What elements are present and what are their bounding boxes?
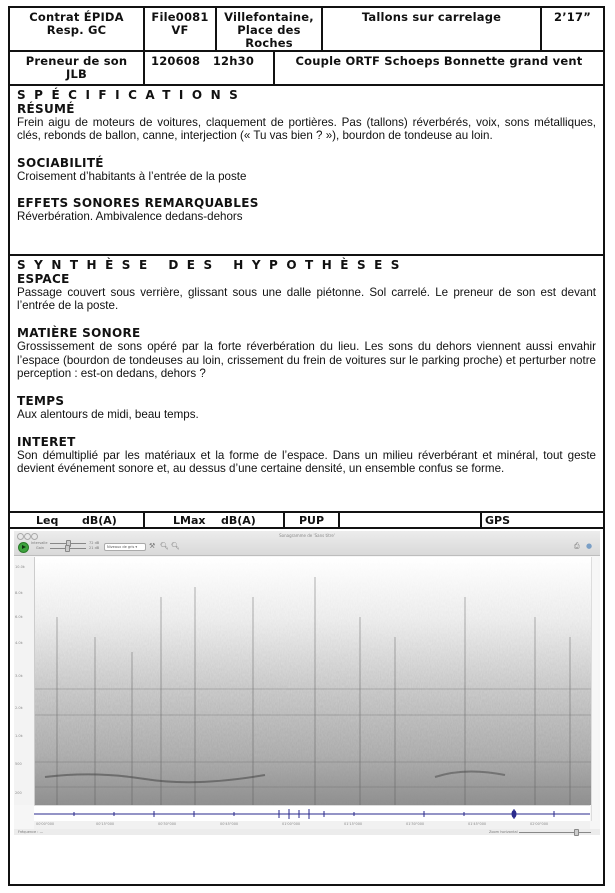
leq-label: Leq [36, 514, 59, 527]
pup-cell [285, 513, 340, 529]
time-axis [34, 821, 590, 829]
temps-heading: TEMPS [17, 394, 65, 409]
spectrogram-image [35, 557, 591, 805]
gain-label: Gain [36, 546, 45, 550]
matiere-heading: MATIÈRE SONORE [17, 326, 141, 341]
intervalle-value: 72 dB [89, 541, 100, 545]
place-line: Place des [237, 23, 301, 37]
play-button[interactable] [18, 542, 29, 553]
pup-label: PUP [298, 514, 325, 527]
resume-heading: RÉSUMÉ [17, 102, 75, 116]
settings-icon[interactable]: ● [586, 542, 593, 550]
sonogram-window [14, 531, 600, 834]
matiere-text: Grossissement de sons opéré par la forte réverbération du lieu. Les sons du dehors viennent aussi envahir l’espace (bourdon de tondeuses au loin, crissement du frein de voitures sur le parking proche) et perturber notre perception : est-on dedans, dehors ? [17, 340, 596, 380]
measurement-bar [8, 511, 605, 529]
recording-title: Tallons sur carrelage [361, 10, 502, 24]
y-tick: 4.0k [15, 641, 23, 645]
zoom-slider[interactable] [519, 832, 591, 833]
synthese-title: SYNTHÈSE DES HYPOTHÈSES [17, 258, 408, 272]
zoom-label: Zoom horizontal [489, 830, 518, 834]
y-tick: 200 [15, 791, 22, 795]
file-cell [143, 6, 217, 52]
effets-heading: EFFETS SONORES REMARQUABLES [17, 195, 259, 210]
gain-value: 21 dB [89, 546, 100, 550]
sociabilite-heading: SOCIABILITÉ [17, 156, 104, 171]
temps-text: Aux alentours de midi, beau temps. [17, 408, 199, 422]
y-tick: 10.0k [15, 565, 25, 569]
x-tick: 01'15"000 [344, 822, 363, 826]
effets-text: Réverbération. Ambivalence dedans-dehors [17, 209, 243, 223]
leq-cell [8, 513, 145, 529]
recorder-cell [8, 50, 145, 86]
sociabilite-text: Croisement d’habitants à l’entrée de la poste [17, 170, 247, 184]
duration: 2’17” [554, 10, 591, 24]
waveform-trace [34, 806, 590, 822]
spectrogram-plot[interactable] [34, 557, 591, 805]
leq-unit: dB(A) [82, 514, 117, 527]
equipment-cell [273, 50, 605, 86]
x-tick: 01'00"000 [282, 822, 301, 826]
duration-cell [540, 6, 605, 52]
intervalle-label: Intervalle [31, 541, 48, 545]
date: 120608 [151, 54, 201, 68]
y-tick: 2.0k [15, 706, 23, 710]
x-tick: 02'00"000 [530, 822, 549, 826]
x-tick: 01'30"000 [406, 822, 425, 826]
window-titlebar [14, 531, 600, 556]
lmax-label: LMax [173, 514, 206, 527]
y-tick: 8.0k [15, 591, 23, 595]
recorder-label: Preneur de son [25, 54, 128, 68]
frequency-readout: Fréquence : — [18, 830, 44, 834]
contract-name: Contrat ÉPIDA [29, 10, 124, 24]
place-line: Roches [245, 36, 293, 50]
resume-text: Frein aigu de moteurs de voitures, claquement de portières. Pas (tallons) réverbérés, voix, sons métalliques, clés, rebonds de ballon, canne, interjection (« Tu vas bien ? »), bourdon de tondeuse au loin. [17, 116, 596, 143]
gps-label: GPS [485, 514, 511, 527]
print-icon[interactable]: ⎙ [574, 542, 580, 550]
interet-text: Son démultiplié par les matériaux et la forme de l’espace. Dans un milieu réverbérant et minéral, tout geste devient événement sonore et, au dessus d’une certaine densité, un ensemble confus se forme. [17, 449, 596, 476]
zoom-in-icon[interactable]: 🔍︎ [160, 542, 169, 550]
y-tick: 500 [15, 762, 22, 766]
gain-slider-knob[interactable] [65, 545, 70, 552]
specifications-section [8, 86, 605, 254]
pup-value-cell [340, 513, 482, 529]
title-cell [321, 6, 542, 52]
contract-cell [8, 6, 145, 52]
zoom-slider-knob[interactable] [574, 829, 579, 836]
window-title: Sonagramme de 'Sans titre' [279, 533, 335, 538]
x-tick: 00'30"000 [158, 822, 177, 826]
responsible: Resp. GC [46, 23, 107, 37]
vertical-scrollbar[interactable] [591, 557, 598, 821]
file-code: VF [171, 23, 189, 37]
status-bar [14, 829, 600, 835]
zoom-out-icon[interactable]: 🔍︎ [171, 542, 180, 550]
x-tick: 00'45"000 [220, 822, 239, 826]
time: 12h30 [212, 54, 255, 68]
recorder-name: JLB [66, 67, 87, 81]
interet-heading: INTERET [17, 435, 76, 450]
place-line: Villefontaine, [224, 10, 314, 24]
y-tick: 6.0k [15, 615, 23, 619]
x-tick: 00'15"000 [96, 822, 115, 826]
x-tick: 00'00"000 [36, 822, 55, 826]
file-id: File0081 [151, 10, 209, 24]
y-tick: 1.0k [15, 734, 23, 738]
x-tick: 01'45"000 [468, 822, 487, 826]
frequency-axis [14, 557, 34, 805]
datetime-cell [143, 50, 275, 86]
lmax-unit: dB(A) [221, 514, 256, 527]
y-tick: 3.0k [15, 674, 23, 678]
specifications-title: SPÉCIFICATIONS [17, 88, 247, 102]
hammer-tool-icon[interactable]: ⚒ [149, 542, 156, 550]
gps-cell [482, 513, 601, 529]
lmax-cell [145, 513, 285, 529]
equipment: Couple ORTF Schoeps Bonnette grand vent [295, 54, 583, 68]
palette-dropdown[interactable]: Niveaux de gris ▾ [104, 543, 146, 551]
place-cell [215, 6, 323, 52]
synthese-section [8, 256, 605, 511]
espace-heading: ESPACE [17, 272, 70, 286]
palette-value: Niveaux de gris [107, 545, 135, 549]
espace-text: Passage couvert sous verrière, glissant sous une dalle piétonne. Sol carrelé. Le preneur de son est devant l’entrée de la poste. [17, 286, 596, 313]
